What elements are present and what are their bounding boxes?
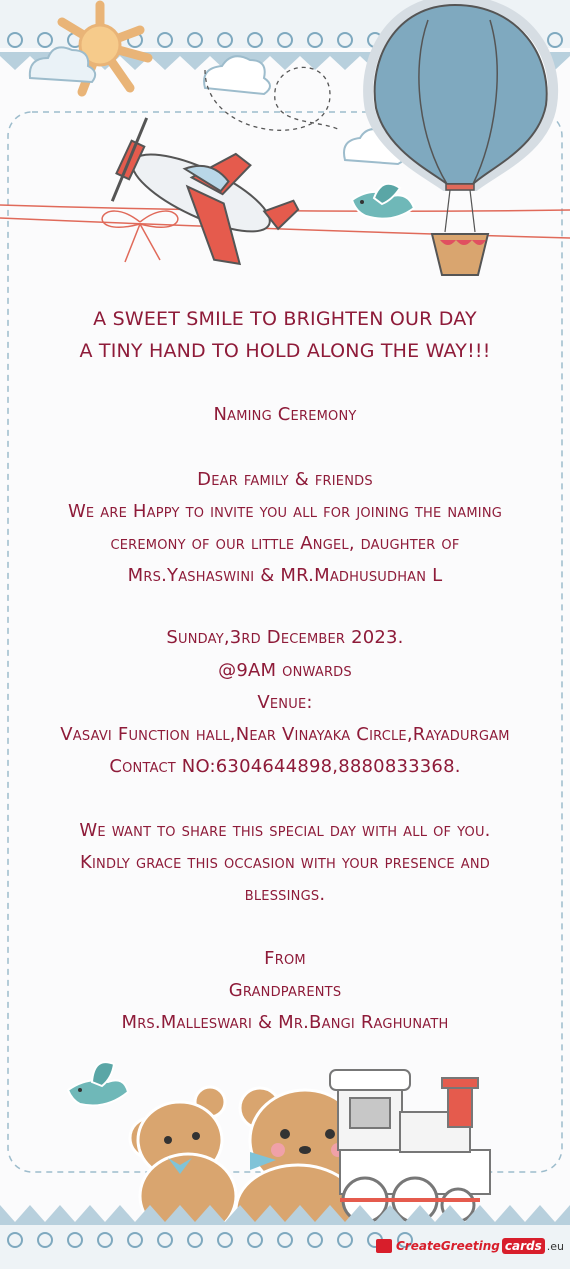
gift-icon [376,1239,392,1253]
hot-air-balloon-icon [368,0,553,275]
invitation-line-3: Mrs.Yashaswini & MR.Madhusudhan L [127,565,443,586]
invitation-line-2: ceremony of our little Angel, daughter of [110,533,460,554]
closing-line-3: blessings. [244,884,326,905]
event-title: Naming Ceremony [213,404,357,425]
event-time: @9AM onwards [218,660,352,681]
brand-create: CreateGreeting [396,1239,500,1253]
invitation-line-1: We are Happy to invite you all for joining the naming [67,501,503,522]
bird-icon [68,1062,128,1105]
from-group: Grandparents [228,980,342,1001]
venue-address: Vasavi Function hall,Near Vinayaka Circle,Rayadurgam [60,724,510,745]
bird-icon [352,184,414,219]
venue-label: Venue: [257,692,313,713]
contact-numbers: Contact NO:6304644898,8880833368. [109,756,461,777]
event-date: Sunday,3rd December 2023. [166,627,404,648]
closing-line-2: Kindly grace this occasion with your presence and [80,852,490,873]
brand-cards: cards [502,1238,545,1254]
train-icon [330,1070,490,1222]
from-label: From [264,948,306,969]
greeting: Dear family & friends [197,469,373,490]
motto-line-1: A SWEET SMILE TO BRIGHTEN OUR DAY [93,308,477,330]
createGreetingcards-logo[interactable] [376,1229,564,1263]
closing-line-1: We want to share this special day with all of you. [79,820,491,841]
from-names: Mrs.Malleswari & Mr.Bangi Raghunath [121,1012,449,1033]
brand-eu: .eu [546,1239,564,1253]
motto-line-2: A TINY HAND TO HOLD ALONG THE WAY!!! [79,340,491,362]
airplane-icon [101,112,309,283]
